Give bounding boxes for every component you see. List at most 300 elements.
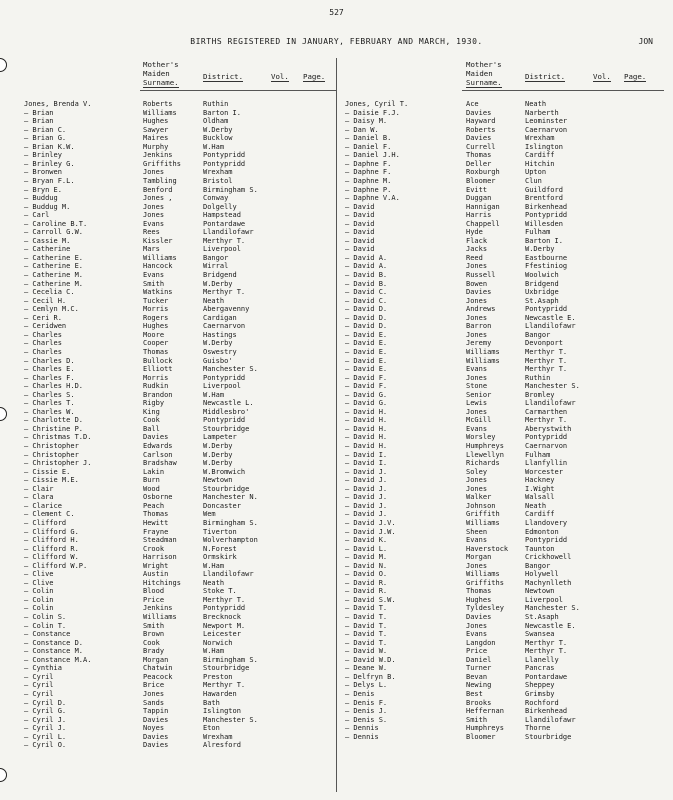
entry-district: Eton: [203, 724, 220, 733]
entry-district: Alresford: [203, 741, 241, 750]
entry-mother-maiden-surname: Jones: [466, 313, 488, 322]
entry-mother-maiden-surname: Edwards: [143, 442, 173, 450]
entry-given-name: — Christopher: [24, 442, 79, 450]
entry-district: Wirral: [203, 262, 229, 271]
entry-given-name: — David A.: [345, 253, 388, 262]
entry-given-name: — Charles D.: [24, 356, 75, 365]
binder-hole-icon: [0, 58, 7, 72]
entry-given-name: — Clair: [24, 484, 54, 493]
entry-mother-maiden-surname: Mars: [143, 245, 160, 254]
entry-district: Pontypridd: [203, 159, 246, 168]
entry-mother-maiden-surname: Jones: [466, 561, 488, 570]
entry-given-name: — Daniel F.: [345, 142, 392, 151]
entry-district: W.Ham: [203, 142, 225, 151]
entry-district: Merthyr T.: [525, 638, 568, 647]
entry-district: Stourbridge: [203, 484, 250, 493]
entry-mother-maiden-surname: Richards: [466, 459, 500, 468]
entry-given-name: — Dennis: [345, 724, 379, 733]
entry-given-name: — David C.: [345, 296, 388, 305]
entry-given-name: — Colin: [24, 604, 54, 613]
entry-district: Merthyr T.: [203, 236, 246, 245]
entry-district: Wrexham: [203, 732, 233, 741]
entry-given-name: — Constance D.: [24, 638, 84, 647]
entry-given-name: — Colin: [24, 587, 54, 596]
entry-given-name: — Dennis: [345, 732, 379, 741]
header-maiden: Maiden: [466, 69, 493, 78]
entry-given-name: — Constance M.: [24, 647, 84, 656]
entry-mother-maiden-surname: Brady: [143, 647, 165, 656]
entry-district: Hastings: [203, 330, 237, 339]
entry-mother-maiden-surname: Best: [466, 689, 483, 698]
entry-given-name: — Charles T.: [24, 399, 75, 408]
entry-mother-maiden-surname: Johnson: [466, 501, 496, 510]
entry-given-name: — David T.: [345, 621, 388, 630]
entry-mother-maiden-surname: Tyldesley: [466, 604, 504, 613]
entry-mother-maiden-surname: Austin: [143, 570, 169, 579]
entry-mother-maiden-surname: Heffernan: [466, 707, 504, 716]
entry-district: Pontypridd: [203, 604, 246, 613]
entry-district: Cardiff: [525, 151, 555, 160]
entry-district: Hackney: [525, 476, 555, 485]
entry-mother-maiden-surname: Evans: [466, 365, 488, 374]
entry-given-name: — Cyril D.: [24, 698, 67, 707]
entry-given-name: — David T.: [345, 630, 388, 639]
running-head: JON: [638, 37, 653, 46]
entry-given-name: — Buddug M.: [24, 202, 71, 211]
entry-mother-maiden-surname: Hitchings: [143, 578, 181, 587]
entry-mother-maiden-surname: Harris: [466, 211, 492, 220]
entry-district: Barton I.: [203, 108, 241, 117]
entry-given-name: Jones, Brenda V.: [24, 100, 92, 108]
entry-district: Neath: [203, 296, 225, 305]
entry-mother-maiden-surname: Burn: [143, 476, 160, 485]
entry-district: Merthyr T.: [525, 356, 568, 365]
entry-mother-maiden-surname: Flack: [466, 236, 488, 245]
entry-given-name: — Brinley G.: [24, 159, 75, 168]
entry-given-name: — Bronwen: [24, 168, 62, 177]
entry-given-name: — David A.: [345, 262, 388, 271]
entry-given-name: — Daphne F.: [345, 159, 392, 168]
entry-district: Wolverhampton: [203, 536, 258, 545]
entry-district: Clun: [525, 176, 542, 185]
entry-given-name: — Clive: [24, 570, 54, 579]
entry-district: Stourbridge: [203, 424, 250, 433]
entry-given-name: — Charles E.: [24, 365, 75, 374]
entry-district: Fulham: [525, 228, 551, 237]
entry-mother-maiden-surname: Jones: [143, 168, 165, 177]
entry-district: Llanfyllin: [525, 459, 568, 468]
entry-district: Leominster: [525, 117, 568, 126]
entry-mother-maiden-surname: Steadman: [143, 536, 177, 545]
entry-given-name: — Brian C.: [24, 125, 67, 134]
entry-mother-maiden-surname: Morgan: [466, 553, 492, 562]
entry-given-name: — Daphne P.: [345, 185, 392, 194]
entry-mother-maiden-surname: McGill: [466, 416, 492, 425]
entry-given-name: — Cissie E.: [24, 467, 71, 476]
entry-given-name: — David J.: [345, 484, 388, 493]
entry-district: Liverpool: [525, 595, 563, 604]
entry-mother-maiden-surname: Thomas: [466, 151, 492, 160]
entry-given-name: — Brian: [24, 117, 54, 126]
entry-mother-maiden-surname: Williams: [466, 356, 500, 365]
entry-given-name: — David J.W.: [345, 527, 396, 536]
entry-mother-maiden-surname: Turner: [466, 664, 492, 673]
entry-mother-maiden-surname: Jones: [466, 262, 488, 271]
entry-district: Tiverton: [203, 527, 237, 536]
entry-district: Manchester S.: [525, 604, 580, 613]
entry-mother-maiden-surname: Cooper: [143, 339, 169, 348]
entry-district: Guisbo': [203, 356, 233, 365]
entry-mother-maiden-surname: Chatwin: [143, 664, 173, 673]
entry-given-name: — David B.: [345, 279, 388, 288]
entry-mother-maiden-surname: Roberts: [466, 125, 496, 134]
entry-district: Devonport: [525, 339, 563, 348]
entry-mother-maiden-surname: Langdon: [466, 638, 496, 647]
entry-district: Middlesbro': [203, 407, 250, 416]
entry-given-name: — David I.: [345, 450, 388, 459]
entry-mother-maiden-surname: Smith: [143, 621, 165, 630]
entry-mother-maiden-surname: Russell: [466, 271, 496, 279]
entry-district: Holywell: [525, 570, 559, 579]
entry-mother-maiden-surname: Bowen: [466, 279, 488, 288]
entry-district: Llandilofawr: [203, 570, 254, 579]
entry-mother-maiden-surname: Sawyer: [143, 125, 169, 134]
entry-given-name: — David J.V.: [345, 518, 396, 527]
entry-given-name: — David W.D.: [345, 655, 396, 664]
entry-given-name: — Ceridwen: [24, 322, 67, 331]
entry-district: Merthyr T.: [525, 416, 568, 425]
entry-mother-maiden-surname: Price: [466, 647, 488, 656]
entry-given-name: — Cyril J.: [24, 715, 67, 724]
entry-mother-maiden-surname: Griffith: [466, 510, 500, 519]
entry-mother-maiden-surname: Davies: [466, 108, 492, 117]
entry-mother-maiden-surname: Murphy: [143, 142, 169, 151]
entry-given-name: — Ceri R.: [24, 313, 62, 322]
entry-district: Hawarden: [203, 689, 237, 698]
entry-district: Merthyr T.: [203, 595, 246, 604]
entry-given-name: — Deane W.: [345, 664, 388, 673]
entry-mother-maiden-surname: Williams: [143, 253, 177, 262]
entry-given-name: — Denis S.: [345, 715, 388, 724]
entry-given-name: — Daphne V.A.: [345, 194, 400, 203]
entry-district: Bridgend: [203, 271, 237, 279]
entry-district: Pontypridd: [525, 536, 568, 545]
entry-given-name: — David F.: [345, 373, 388, 382]
entry-district: Edmonton: [525, 527, 559, 536]
entry-given-name: — David G.: [345, 399, 388, 408]
entry-given-name: — David O.: [345, 570, 388, 579]
entry-district: Stourbridge: [203, 664, 250, 673]
entry-district: St.Asaph: [525, 296, 559, 305]
entry-district: N.Forest: [203, 544, 237, 553]
entry-district: Newport M.: [203, 621, 246, 630]
entry-mother-maiden-surname: Hannigan: [466, 202, 500, 211]
entry-district: Newtown: [203, 476, 233, 485]
entry-mother-maiden-surname: Humphreys: [466, 442, 504, 450]
entry-given-name: — David D.: [345, 313, 388, 322]
entry-district: Hampstead: [203, 211, 241, 220]
entry-mother-maiden-surname: Jeremy: [466, 339, 492, 348]
entry-mother-maiden-surname: Wood: [143, 484, 160, 493]
entry-given-name: — David J.: [345, 493, 388, 502]
entry-mother-maiden-surname: Rudkin: [143, 382, 169, 391]
entry-given-name: — Carroll G.W.: [24, 228, 84, 237]
entry-mother-maiden-surname: Morris: [143, 305, 169, 314]
entry-district: Grimsby: [525, 689, 555, 698]
entry-mother-maiden-surname: Ace: [466, 100, 479, 108]
entry-mother-maiden-surname: Davies: [466, 134, 492, 143]
entry-mother-maiden-surname: Brown: [143, 630, 165, 639]
entry-mother-maiden-surname: Smith: [143, 279, 165, 288]
entry-district: Bangor: [525, 561, 551, 570]
register-title: BIRTHS REGISTERED IN JANUARY, FEBRUARY AND MARCH, 1930.: [190, 37, 483, 46]
entry-mother-maiden-surname: Frayne: [143, 527, 169, 536]
entry-given-name: — Catherine M.: [24, 279, 84, 288]
entry-district: Worcester: [525, 467, 563, 476]
entry-given-name: — David H.: [345, 416, 388, 425]
entry-district: Brecknock: [203, 613, 241, 621]
entry-district: W.Derby: [203, 450, 233, 459]
entry-given-name: — David: [345, 236, 375, 245]
entry-district: Walsall: [525, 493, 555, 502]
entry-given-name: — Cyril: [24, 689, 54, 698]
entry-given-name: — Catherine E.: [24, 262, 84, 271]
entry-mother-maiden-surname: Deller: [466, 159, 492, 168]
entry-mother-maiden-surname: Newing: [466, 681, 492, 690]
entry-district: W.Ham: [203, 647, 225, 656]
entry-given-name: — Cyril: [24, 681, 54, 690]
entry-district: Birmingham S.: [203, 185, 258, 194]
entry-given-name: — Clifford R.: [24, 544, 79, 553]
entry-mother-maiden-surname: Griffiths: [143, 159, 181, 168]
page-number: 527: [329, 8, 344, 17]
entry-district: Stoke T.: [203, 587, 237, 596]
entry-given-name: — David T.: [345, 604, 388, 613]
entry-mother-maiden-surname: Jones: [466, 621, 488, 630]
entry-mother-maiden-surname: Duggan: [466, 194, 492, 203]
entry-district: Cardiff: [525, 510, 555, 519]
entry-mother-maiden-surname: Jones ,: [143, 194, 173, 203]
entry-given-name: — Christopher J.: [24, 459, 92, 468]
entry-mother-maiden-surname: Morris: [143, 373, 169, 382]
entry-mother-maiden-surname: Thomas: [143, 347, 169, 356]
entry-mother-maiden-surname: Barron: [466, 322, 492, 331]
entry-district: Rochford: [525, 698, 559, 707]
entry-district: Willesden: [525, 219, 563, 228]
header-page: Page.: [303, 72, 326, 81]
entry-district: Fulham: [525, 450, 551, 459]
entry-given-name: — David G.: [345, 390, 388, 399]
entry-mother-maiden-surname: Davies: [466, 613, 492, 621]
entry-district: Bridgend: [525, 279, 559, 288]
entry-given-name: — Cyril G.: [24, 707, 67, 716]
entry-district: Wrexham: [203, 168, 233, 177]
entry-given-name: — Clement C.: [24, 510, 75, 519]
entry-mother-maiden-surname: Hewitt: [143, 518, 169, 527]
entry-district: I.Wight: [525, 484, 555, 493]
entry-district: Pancras: [525, 664, 555, 673]
header-district: District.: [525, 72, 566, 81]
entry-mother-maiden-surname: Daniel: [466, 655, 492, 664]
entry-district: Manchester S.: [525, 382, 580, 391]
entry-mother-maiden-surname: Williams: [466, 518, 500, 527]
entry-mother-maiden-surname: Jenkins: [143, 151, 173, 160]
entry-given-name: — Christopher: [24, 450, 79, 459]
entry-district: Norwich: [203, 638, 233, 647]
entry-mother-maiden-surname: Elliott: [143, 365, 173, 374]
entry-given-name: — David H.: [345, 424, 388, 433]
entry-mother-maiden-surname: Worsley: [466, 433, 496, 442]
entry-given-name: — Bryan F.L.: [24, 176, 75, 185]
entry-given-name: — David: [345, 219, 375, 228]
entry-district: Bath: [203, 698, 220, 707]
entry-mother-maiden-surname: Williams: [143, 613, 177, 621]
entry-district: Merthyr T.: [203, 681, 246, 690]
entry-mother-maiden-surname: Andrews: [466, 305, 496, 314]
entry-district: Bristol: [203, 176, 233, 185]
entry-mother-maiden-surname: Evans: [466, 630, 488, 639]
entry-mother-maiden-surname: Tucker: [143, 296, 169, 305]
entry-given-name: — David: [345, 202, 375, 211]
entry-mother-maiden-surname: Williams: [466, 347, 500, 356]
entry-given-name: — David T.: [345, 613, 388, 621]
entry-given-name: — David J.: [345, 501, 388, 510]
entry-mother-maiden-surname: Price: [143, 595, 165, 604]
entry-district: Ormskirk: [203, 553, 237, 562]
entry-given-name: — Charles: [24, 347, 62, 356]
entry-given-name: — Daisy M.: [345, 117, 388, 126]
entry-district: Stourbridge: [525, 732, 572, 741]
entry-district: Manchester N.: [203, 493, 258, 502]
entry-mother-maiden-surname: Hughes: [466, 595, 492, 604]
entry-given-name: — David W.: [345, 647, 388, 656]
header-vol: Vol.: [593, 72, 611, 81]
entry-given-name: — Charles: [24, 339, 62, 348]
entry-mother-maiden-surname: Davies: [466, 288, 492, 297]
entry-given-name: — Clarice: [24, 501, 62, 510]
entry-district: Pontypridd: [525, 433, 568, 442]
entry-district: W.Bromwich: [203, 467, 246, 476]
entry-given-name: — David M.: [345, 553, 388, 562]
entry-district: Leicester: [203, 630, 241, 639]
entry-district: Manchester S.: [203, 715, 258, 724]
header-vol: Vol.: [271, 72, 289, 81]
entry-given-name: — Delys L.: [345, 681, 388, 690]
entry-given-name: — Cassie M.: [24, 236, 71, 245]
entry-given-name: — Denis: [345, 689, 375, 698]
entry-given-name: — Charles W.: [24, 407, 75, 416]
entry-mother-maiden-surname: Noyes: [143, 724, 165, 733]
entry-mother-maiden-surname: Jones: [466, 407, 488, 416]
entry-district: Crickhowell: [525, 553, 572, 562]
entry-mother-maiden-surname: Davies: [143, 433, 169, 442]
entry-mother-maiden-surname: Walker: [466, 493, 492, 502]
entry-mother-maiden-surname: Brandon: [143, 390, 173, 399]
entry-mother-maiden-surname: Griffiths: [466, 578, 504, 587]
entry-mother-maiden-surname: Hyde: [466, 228, 483, 237]
entry-given-name: — Clifford: [24, 518, 67, 527]
entry-district: Llandilofawr: [525, 322, 576, 331]
entry-mother-maiden-surname: Carlson: [143, 450, 173, 459]
entry-given-name: — David J.: [345, 510, 388, 519]
entry-district: W.Derby: [525, 245, 555, 254]
entry-mother-maiden-surname: Evans: [466, 536, 488, 545]
entry-mother-maiden-surname: Currell: [466, 142, 496, 151]
header-page: Page.: [624, 72, 647, 81]
entry-mother-maiden-surname: Watkins: [143, 288, 173, 297]
entry-given-name: — Clifford W.P.: [24, 561, 88, 570]
entry-mother-maiden-surname: Bradshaw: [143, 459, 177, 468]
entry-given-name: — Charles S.: [24, 390, 75, 399]
entry-mother-maiden-surname: Hancock: [143, 262, 173, 271]
entry-given-name: — David E.: [345, 330, 388, 339]
entry-district: Woolwich: [525, 271, 559, 279]
header-mothers: Mother's: [466, 60, 502, 69]
entry-mother-maiden-surname: Stone: [466, 382, 488, 391]
entry-given-name: — Cyril O.: [24, 741, 67, 750]
entry-mother-maiden-surname: Benford: [143, 185, 173, 194]
entry-district: Neath: [525, 501, 547, 510]
entry-district: W.Derby: [203, 442, 233, 450]
entry-mother-maiden-surname: Brooks: [466, 698, 492, 707]
entry-given-name: — Cissie M.E.: [24, 476, 79, 485]
entry-district: Bangor: [203, 253, 229, 262]
entry-given-name: — Charles H.D.: [24, 382, 84, 391]
entry-given-name: — Daphne M.: [345, 176, 392, 185]
entry-district: Liverpool: [203, 382, 241, 391]
entry-given-name: — Delfryn B.: [345, 672, 396, 681]
entry-district: Bromley: [525, 390, 555, 399]
entry-given-name: — David F.: [345, 382, 388, 391]
entry-mother-maiden-surname: Sands: [143, 698, 165, 707]
entry-given-name: — Brian: [24, 108, 54, 117]
entry-mother-maiden-surname: Moore: [143, 330, 165, 339]
entry-mother-maiden-surname: Evitt: [466, 185, 488, 194]
entry-mother-maiden-surname: Jones: [466, 373, 488, 382]
entry-given-name: — Cynthia: [24, 664, 62, 673]
binder-hole-icon: [0, 768, 7, 782]
entry-mother-maiden-surname: Jones: [143, 202, 165, 211]
entry-given-name: — David R.: [345, 587, 388, 596]
entry-mother-maiden-surname: Jones: [143, 211, 165, 220]
entry-given-name: — David: [345, 211, 375, 220]
entry-given-name: — Cemlyn M.C.: [24, 305, 79, 314]
entry-given-name: — David N.: [345, 561, 388, 570]
entry-district: Newcastle E.: [525, 313, 576, 322]
entry-district: Brentford: [525, 194, 563, 203]
entry-mother-maiden-surname: Rigby: [143, 399, 165, 408]
entry-given-name: — Dan W.: [345, 125, 379, 134]
entry-district: Liverpool: [203, 245, 241, 254]
entry-district: Neath: [525, 100, 547, 108]
entry-mother-maiden-surname: Humphreys: [466, 724, 504, 733]
entry-district: St.Asaph: [525, 613, 559, 621]
entry-given-name: — David B.: [345, 271, 388, 279]
entry-mother-maiden-surname: Roberts: [143, 100, 173, 108]
entry-mother-maiden-surname: Thomas: [466, 587, 492, 596]
entry-district: Manchester S.: [203, 365, 258, 374]
entry-district: Upton: [525, 168, 547, 177]
entry-given-name: — David R.: [345, 578, 388, 587]
entry-given-name: — Catherine: [24, 245, 71, 254]
header-mothers: Mother's: [143, 60, 179, 69]
entry-given-name: — Cyril L.: [24, 732, 67, 741]
header-surname: Surname.: [143, 78, 179, 87]
entry-mother-maiden-surname: Jones: [466, 476, 488, 485]
entry-given-name: — Catherine E.: [24, 253, 84, 262]
entry-mother-maiden-surname: King: [143, 407, 160, 416]
entry-district: Wem: [203, 510, 216, 519]
